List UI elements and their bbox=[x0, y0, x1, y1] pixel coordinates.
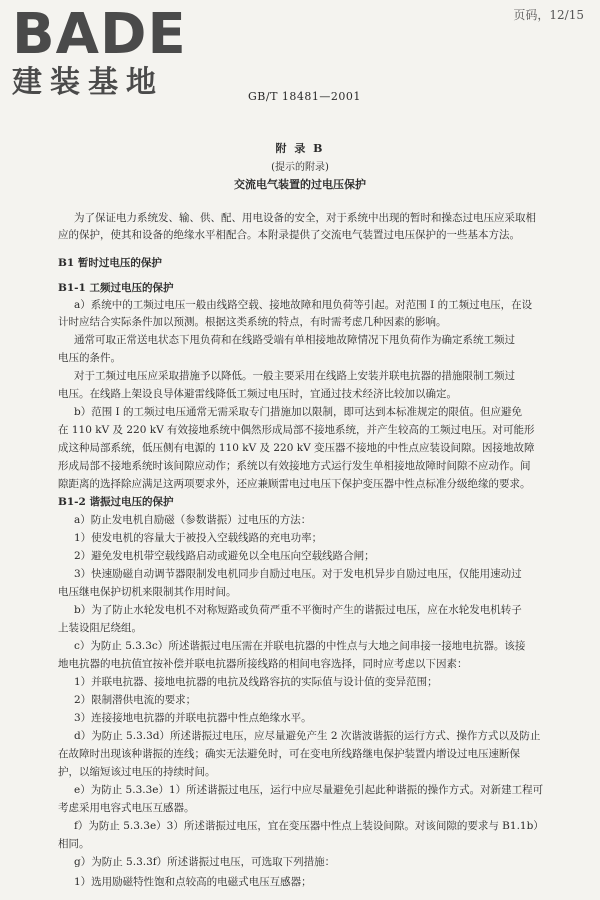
paragraph-line: a）防止发电机自励磁（参数谐振）过电压的方法： bbox=[74, 514, 312, 526]
paragraph-line: 1）并联电抗器、接地电抗器的电抗及线路容抗的实际值与设计值的变异范围； bbox=[74, 676, 438, 688]
subsection-heading-b1-2: B1-2 谐振过电压的保护 bbox=[58, 496, 174, 508]
appendix-title: 附 录 B bbox=[275, 142, 325, 155]
paragraph-line: 电压继电保护切机来限制其作用时间。 bbox=[58, 586, 237, 598]
brand-logo bbox=[12, 2, 187, 100]
paragraph-line: 应的保护，使其和设备的绝缘水平相配合。本附录提供了交流电气装置过电压保护的一些基本方法。 bbox=[58, 229, 520, 241]
paragraph-line: 在 110 kV 及 220 kV 有效接地系统中偶然形成局部不接地系统，并产生较高的工频过电压。对可能形 bbox=[58, 424, 535, 436]
paragraph-line: 电压。在线路上架设良导体避雷线降低工频过电压时，宜通过技术经济比较加以确定。 bbox=[58, 388, 457, 400]
paragraph-line: b）范围 I 的工频过电压通常无需采取专门措施加以限制，即可达到本标准规定的限值。但应避免 bbox=[74, 406, 523, 418]
paragraph-line: 3）连接接地电抗器的并联电抗器中性点绝缘水平。 bbox=[74, 712, 312, 724]
page-number: 页码，12/15 bbox=[513, 8, 584, 22]
standard-number: GB/T 18481—2001 bbox=[248, 90, 361, 103]
subsection-heading-b1-1: B1-1 工频过电压的保护 bbox=[58, 282, 174, 294]
logo-brand-text: BADE bbox=[12, 2, 187, 67]
logo-subtitle: 建装基地 bbox=[12, 65, 164, 100]
appendix-note: (提示的附录) bbox=[271, 162, 329, 173]
paragraph-line: 计时应结合实际条件加以预测。根据这类系统的特点，有时需考虑几种因素的影响。 bbox=[58, 316, 447, 328]
appendix-heading: 交流电气装置的过电压保护 bbox=[234, 178, 366, 191]
paragraph-line: 护，以缩短该过电压的持续时间。 bbox=[58, 766, 216, 778]
section-heading-b1: B1 暂时过电压的保护 bbox=[58, 257, 162, 269]
paragraph-line: 2）避免发电机带空载线路启动或避免以全电压向空载线路合闸； bbox=[74, 550, 375, 562]
paragraph-line: 在故障时出现该种谐振的连线；确实无法避免时，可在变电所线路继电保护装置内增设过电压速断保 bbox=[58, 748, 520, 760]
paragraph-line: 通常可取正常送电状态下甩负荷和在线路受端有单相接地故障情况下甩负荷作为确定系统工频过 bbox=[74, 334, 515, 346]
paragraph-line: 隙距离的选择除应满足这两项要求外，还应兼顾雷电过电压下保护变压器中性点标准分级绝缘的要求。 bbox=[58, 478, 531, 490]
paragraph-line: 为了保证电力系统发、输、供、配、用电设备的安全，对于系统中出现的暂时和操态过电压应采取相 bbox=[74, 212, 536, 224]
paragraph-line: 上装设阻尼绕组。 bbox=[58, 622, 142, 634]
paragraph-line: c）为防止 5.3.3c）所述谐振过电压需在并联电抗器的中性点与大地之间串接一接地电抗器。该接 bbox=[74, 640, 526, 652]
paragraph-line: 地电抗器的电抗值宜按补偿并联电抗器所接线路的相间电容选择，同时应考虑以下因素： bbox=[58, 658, 468, 670]
paragraph-line: a）系统中的工频过电压一般由线路空载、接地故障和甩负荷等引起。对范围 I 的工频过电压，在设 bbox=[74, 299, 533, 311]
paragraph-line: 考虑采用电容式电压互感器。 bbox=[58, 802, 195, 814]
paragraph-line: 2）限制潜供电流的要求； bbox=[74, 694, 197, 706]
paragraph-line: b）为了防止水轮发电机不对称短路或负荷严重不平衡时产生的谐振过电压，应在水轮发电机转子 bbox=[74, 604, 522, 616]
paragraph-line: 相同。 bbox=[58, 838, 90, 850]
paragraph-line: f）为防止 5.3.3e）3）所述谐振过电压，宜在变压器中性点上装设间隙。对该间隙的要求与 B1.1b） bbox=[74, 820, 544, 832]
paragraph-line: 1）使发电机的容量大于被投入空载线路的充电功率； bbox=[74, 532, 323, 544]
paragraph-line: 1）选用励磁特性饱和点较高的电磁式电压互感器； bbox=[74, 876, 312, 888]
paragraph-line: g）为防止 5.3.3f）所述谐振过电压，可选取下列措施： bbox=[74, 856, 336, 868]
paragraph-line: e）为防止 5.3.3e）1）所述谐振过电压，运行中应尽量避免引起此种谐振的操作方式。对新建工程可 bbox=[74, 784, 544, 796]
paragraph-line: d）为防止 5.3.3d）所述谐振过电压，应尽量避免产生 2 次谐波谐振的运行方式、操作方式以及防止 bbox=[74, 730, 541, 742]
paragraph-line: 形成局部不接地系统时该间隙应动作；系统以有效接地方式运行发生单相接地故障时间隙不应动作。间 bbox=[58, 460, 531, 472]
paragraph-line: 成这种局部系统，低压侧有电源的 110 kV 及 220 kV 变压器不接地的中性点应装设间隙。因接地故障 bbox=[58, 442, 535, 454]
paragraph-line: 对于工频过电压应采取措施予以降低。一般主要采用在线路上安装并联电抗器的措施限制工频过 bbox=[74, 370, 515, 382]
paragraph-line: 电压的条件。 bbox=[58, 352, 121, 364]
paragraph-line: 3）快速励磁自动调节器限制发电机同步自励过电压。对于发电机异步自励过电压，仅能用速动过 bbox=[74, 568, 522, 580]
